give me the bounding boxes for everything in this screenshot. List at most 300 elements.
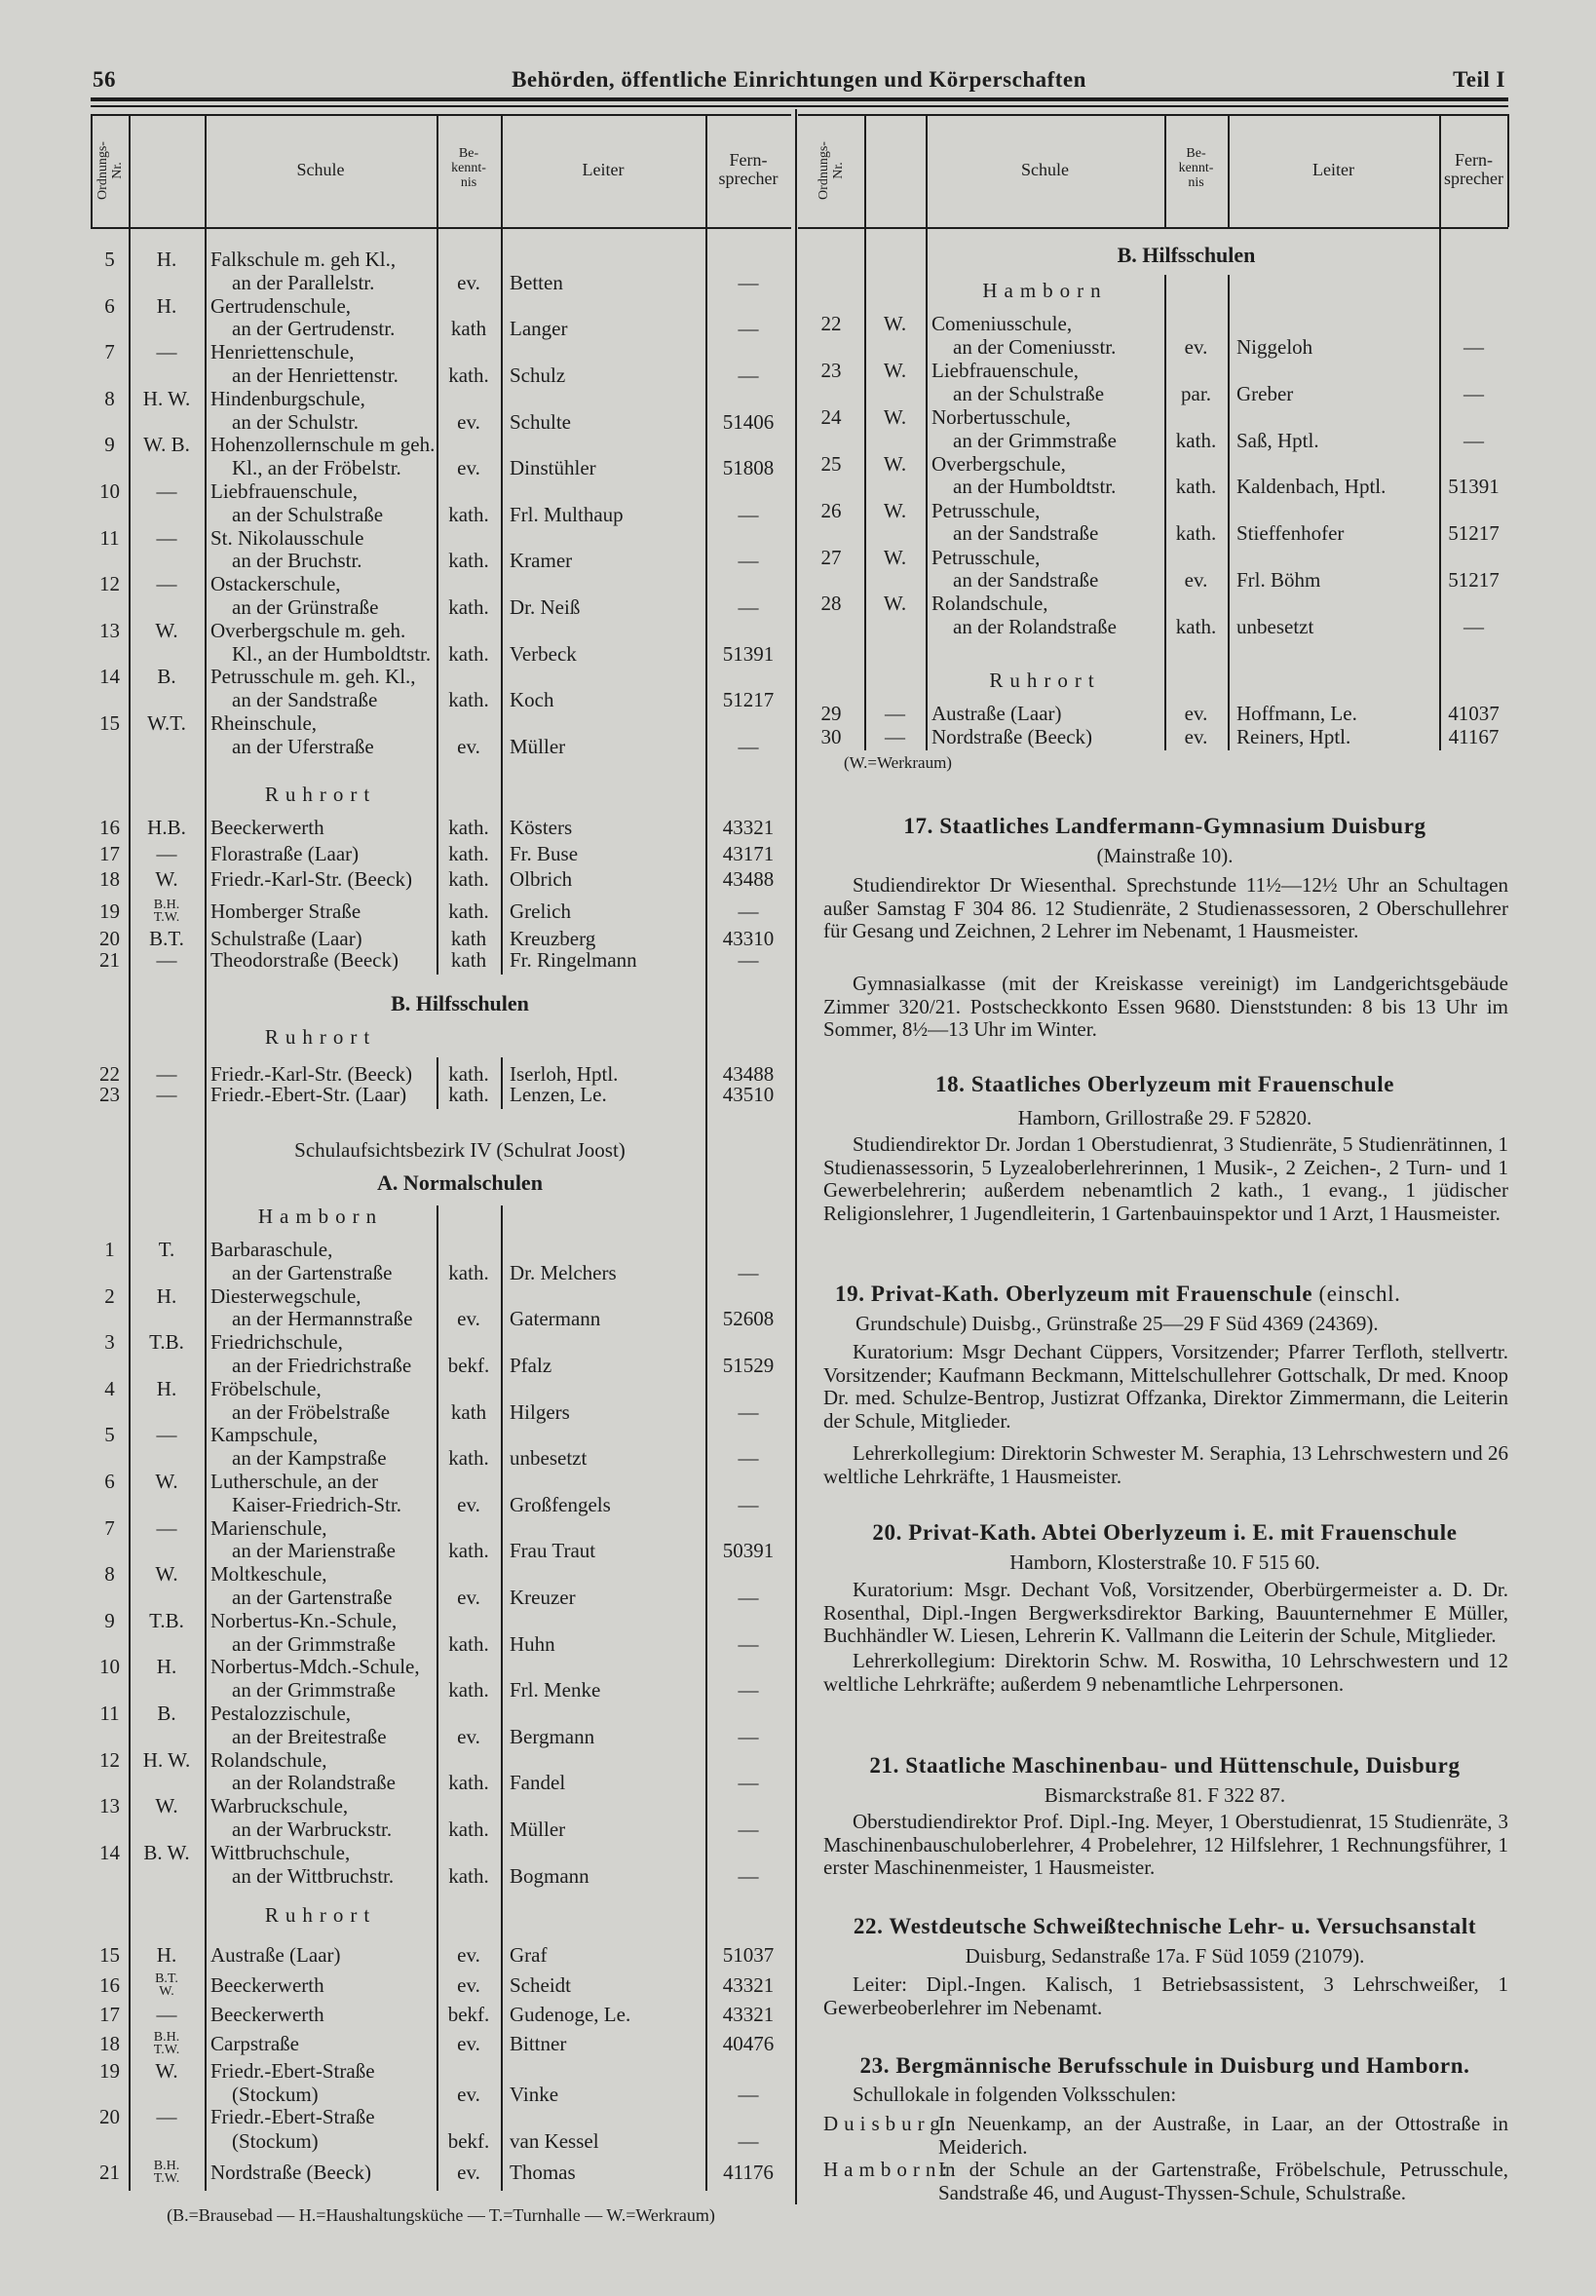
table-rule xyxy=(501,1205,503,2191)
district-note: Schulaufsichtsbezirk IV (Schulrat Joost) xyxy=(294,1138,626,1162)
facility-marks: — xyxy=(156,842,177,865)
facility-marks: W. xyxy=(155,1470,178,1493)
confession: kath. xyxy=(448,899,489,923)
school-name-line: Beeckerwerth xyxy=(210,1973,324,1997)
facility-marks: W. xyxy=(883,498,907,522)
school-name-line: an der Gartenstraße xyxy=(232,1585,393,1609)
header-fernsprecher: Fern- sprecher xyxy=(1444,150,1503,188)
school-name-line: Norbertus-Kn.-Schule, xyxy=(210,1608,398,1632)
telephone: 43488 xyxy=(722,1062,775,1086)
section-title: 22. Westdeutsche Schweißtechnische Lehr- u. Versuchsanstalt xyxy=(853,1914,1477,1938)
head-teacher: Olbrich xyxy=(510,867,573,891)
head-teacher: Betten xyxy=(510,270,563,294)
head-teacher: Huhn xyxy=(510,1631,555,1656)
head-teacher: Lenzen, Le. xyxy=(510,1083,607,1106)
facility-marks: W. B. xyxy=(143,433,190,457)
school-name-line: (Stockum) xyxy=(232,2083,319,2106)
confession: kath. xyxy=(448,816,489,839)
head-teacher: Bittner xyxy=(510,2032,567,2055)
table-rule xyxy=(91,114,93,227)
head-teacher: Grelich xyxy=(510,899,571,923)
head-teacher: Scheidt xyxy=(510,1973,571,1997)
telephone: — xyxy=(738,948,759,972)
header-rule-thin xyxy=(91,105,1508,107)
row-number: 10 xyxy=(99,479,120,503)
telephone: 43321 xyxy=(722,1973,775,1997)
facility-marks: T.B. xyxy=(149,1330,184,1355)
row-number: 12 xyxy=(99,1747,120,1772)
head-teacher: Dr. Neiß xyxy=(510,594,581,619)
head-teacher: Dinstühler xyxy=(510,456,596,480)
school-name-line: Henriettenschule, xyxy=(210,340,355,364)
table-rule xyxy=(437,114,438,975)
school-name-line: an der Sandstraße xyxy=(953,521,1099,546)
facility-marks: — xyxy=(156,948,177,972)
table-rule xyxy=(798,227,1508,229)
telephone: — xyxy=(738,2129,759,2153)
telephone: — xyxy=(738,2083,759,2106)
facility-marks: — xyxy=(156,1083,177,1106)
row-number: 22 xyxy=(820,312,842,335)
confession: kath. xyxy=(1175,521,1217,546)
telephone: — xyxy=(738,1724,759,1748)
row-number: 24 xyxy=(820,404,842,429)
confession: ev. xyxy=(457,1585,480,1609)
school-name-line: an der Humboldtstr. xyxy=(953,475,1117,499)
row-number: 27 xyxy=(820,545,842,569)
telephone: — xyxy=(738,502,759,526)
facility-marks: — xyxy=(156,2003,177,2026)
row-number: 6 xyxy=(104,293,115,318)
school-name-line: Beeckerwerth xyxy=(210,2003,324,2026)
head-teacher: Graf xyxy=(510,1943,548,1967)
school-name-line: Beeckerwerth xyxy=(210,816,324,839)
confession: kath. xyxy=(448,1863,489,1888)
row-number: 21 xyxy=(99,948,120,972)
facility-marks: B. W. xyxy=(143,1840,190,1864)
facility-marks: B. xyxy=(157,1702,176,1725)
row-number: 20 xyxy=(99,2105,120,2128)
school-name-line: Petrusschule m. geh. Kl., xyxy=(210,665,416,689)
school-name-line: Friedrichschule, xyxy=(210,1330,343,1355)
head-teacher: unbesetzt xyxy=(510,1446,588,1471)
telephone: 41176 xyxy=(723,2161,774,2184)
telephone: 41167 xyxy=(1448,725,1500,748)
telephone: — xyxy=(1463,381,1484,405)
telephone: 43171 xyxy=(722,842,775,865)
school-name-line: Kl., an der Fröbelstr. xyxy=(232,456,401,480)
school-name-line: Hindenburgschule, xyxy=(210,386,365,410)
row-number: 29 xyxy=(820,702,842,725)
school-name-line: an der Schulstr. xyxy=(232,409,360,434)
telephone: 51391 xyxy=(722,641,775,666)
header-ordnungs-nr: Ordnungs- Nr. xyxy=(817,141,846,200)
school-name-line: Theodorstraße (Beeck) xyxy=(210,948,399,972)
section-heading: B. Hilfsschulen xyxy=(391,991,529,1015)
header-bekenntnis: Be- kennt- nis xyxy=(451,146,486,190)
section-title: 18. Staatliches Oberlyzeum mit Frauenschule xyxy=(934,1072,1395,1096)
confession: ev. xyxy=(457,2083,480,2106)
head-teacher: Niggeloh xyxy=(1236,334,1313,359)
school-name-line: Carpstraße xyxy=(210,2032,299,2055)
section-intro: Schullokale in folgenden Volksschulen: xyxy=(853,2083,1177,2106)
head-teacher: Müller xyxy=(510,1817,566,1841)
telephone: 51406 xyxy=(722,409,775,434)
telephone: 50391 xyxy=(722,1539,775,1563)
head-teacher: Bergmann xyxy=(510,1724,595,1748)
facility-marks: — xyxy=(156,340,177,364)
facility-marks: — xyxy=(156,572,177,596)
table-rule xyxy=(91,227,791,229)
facility-marks: H. xyxy=(156,1655,177,1679)
facility-marks: — xyxy=(156,479,177,503)
telephone: — xyxy=(738,317,759,341)
district-heading: Hamborn xyxy=(982,279,1108,302)
head-teacher: Müller xyxy=(510,734,566,758)
table-rule xyxy=(501,1057,503,1109)
location-text-hamborn: In der Schule an der Gartenstraße, Fröbelschule, Petrusschule, Sandstraße 46, und August-Thyssen-Schule, Schulstraße. xyxy=(938,2158,1508,2204)
head-teacher: Fr. Ringelmann xyxy=(510,948,637,972)
telephone: — xyxy=(738,1260,759,1284)
confession: ev. xyxy=(1184,568,1208,593)
row-number: 13 xyxy=(99,1794,120,1818)
confession: ev. xyxy=(457,734,480,758)
head-teacher: Schulte xyxy=(510,409,571,434)
part-label: Teil I xyxy=(1453,67,1505,92)
telephone: — xyxy=(738,899,759,923)
confession: kath. xyxy=(448,502,489,526)
head-teacher: Frl. Multhaup xyxy=(510,502,624,526)
school-name-line: an der Grimmstraße xyxy=(232,1631,396,1656)
confession: ev. xyxy=(457,270,480,294)
confession: ev. xyxy=(457,1307,480,1331)
row-number: 12 xyxy=(99,572,120,596)
table-rule xyxy=(705,114,707,2191)
telephone: 43321 xyxy=(722,816,775,839)
confession: kath. xyxy=(448,1817,489,1841)
header-leiter: Leiter xyxy=(1312,160,1354,179)
section-title: 17. Staatliches Landfermann-Gymnasium Duisburg xyxy=(903,814,1426,838)
school-name-line: an der Parallelstr. xyxy=(232,270,375,294)
confession: kath. xyxy=(448,1771,489,1795)
section-heading: A. Normalschulen xyxy=(377,1170,543,1195)
school-name-line: Overbergschule m. geh. xyxy=(210,618,406,642)
telephone: — xyxy=(738,1863,759,1888)
row-number: 16 xyxy=(99,1973,120,1997)
row-number: 11 xyxy=(99,1702,120,1725)
table-rule xyxy=(1228,275,1230,750)
confession: kath. xyxy=(448,1678,489,1703)
confession: ev. xyxy=(457,1943,480,1967)
row-number: 25 xyxy=(820,451,842,476)
school-name-line: an der Grimmstraße xyxy=(232,1678,396,1703)
school-name-line: Norbertusschule, xyxy=(931,404,1071,429)
head-teacher: Thomas xyxy=(510,2161,576,2184)
confession: kath. xyxy=(448,594,489,619)
school-name-line: an der Wittbruchstr. xyxy=(232,1863,395,1888)
section-paragraph: Lehrerkollegium: Direktorin Schw. M. Roswitha, 10 Lehrschwestern und 12 weltliche Lehrkräfte; außerdem 9 nebenamtliche Lehrpersonen. xyxy=(823,1649,1508,1696)
school-name-line: Marienschule, xyxy=(210,1515,327,1540)
confession: kath. xyxy=(448,1083,489,1106)
row-number: 16 xyxy=(99,816,120,839)
school-name-line: an der Schulstraße xyxy=(232,502,384,526)
confession: kath. xyxy=(448,363,489,387)
telephone: 43510 xyxy=(722,1083,775,1106)
row-number: 23 xyxy=(99,1083,120,1106)
facility-marks: W. xyxy=(155,618,178,642)
confession: kath. xyxy=(1175,428,1217,452)
table-rule xyxy=(1228,114,1230,227)
table-rule xyxy=(205,114,207,2191)
location-text-duisburg: In Neuenkamp, an der Austraße, in Laar, an der Ottostraße in Meiderich. xyxy=(938,2112,1508,2159)
row-number: 8 xyxy=(104,1562,115,1587)
school-name-line: Rheinschule, xyxy=(210,711,318,735)
section-paragraph: Leiter: Dipl.-Ingen. Kalisch, 1 Betriebsassistent, 3 Lehrschweißer, 1 Gewerbeoberlehrer im Nebenamt. xyxy=(823,1972,1508,2019)
table-rule xyxy=(926,114,928,750)
head-teacher: Koch xyxy=(510,688,554,712)
confession: kath. xyxy=(448,1062,489,1086)
confession: kath xyxy=(450,317,487,341)
school-name-line: Friedr.-Karl-Str. (Beeck) xyxy=(210,1062,413,1086)
header-rule-thick xyxy=(91,97,1508,101)
district-heading: Ruhrort xyxy=(264,1025,377,1049)
head-teacher: Verbeck xyxy=(510,641,577,666)
confession: ev. xyxy=(457,2032,480,2055)
school-name-line: Overbergschule, xyxy=(931,451,1066,476)
row-number: 17 xyxy=(99,842,120,865)
telephone: 52608 xyxy=(722,1307,775,1331)
table-rule xyxy=(91,114,791,116)
row-number: 9 xyxy=(104,433,115,457)
confession: ev. xyxy=(1184,702,1208,725)
school-name-line: an der Henriettenstr. xyxy=(232,363,399,387)
confession: kath. xyxy=(448,549,489,573)
telephone: — xyxy=(1463,334,1484,359)
facility-marks: H. xyxy=(156,293,177,318)
telephone: — xyxy=(738,594,759,619)
row-number: 15 xyxy=(99,711,120,735)
section-address: (Mainstraße 10). xyxy=(1096,844,1234,867)
school-name-line: Fröbelschule, xyxy=(210,1376,322,1400)
confession: kath xyxy=(450,1399,487,1424)
row-number: 28 xyxy=(820,592,842,616)
right-table-footnote: (W.=Werkraum) xyxy=(844,753,952,772)
telephone: — xyxy=(738,1585,759,1609)
section-paragraph: Studiendirektor Dr Wiesenthal. Sprechstunde 11½—12½ Uhr an Schultagen außer Samstag F 304 86. 12 Studienräte, 2 Studienassessoren, 2 Oberschullehrer für Gesang und Zeichnen, 2 Lehrer im Nebenamt, 1 Hausmeister. xyxy=(823,873,1508,943)
school-name-line: an der Sandstraße xyxy=(232,688,378,712)
section-title: 20. Privat-Kath. Abtei Oberlyzeum i. E. mit Frauenschule xyxy=(872,1520,1458,1545)
section-paragraph: Studiendirektor Dr. Jordan 1 Oberstudienrat, 3 Studienräte, 5 Studienrätinnen, 1 Studienassessorin, 5 Lyzealoberlehrerinnen, 1 Musik-, 2 Zeichen-, 2 Turn- und 1 Gewerbelehrerin; außerdem nebenamtlich 2 kath., 1 evang., 1 jüdischer Religionslehrer, 1 Jugendleiterin, 1 Gartenbauinspektor und 1 Arzt, 1 Hausmeister. xyxy=(823,1132,1508,1226)
school-name-line: St. Nikolausschule xyxy=(210,525,364,550)
school-name-line: an der Grünstraße xyxy=(232,594,379,619)
head-teacher: van Kessel xyxy=(510,2129,599,2153)
section-paragraph: Kuratorium: Msgr. Dechant Voß, Vorsitzender, Oberbürgermeister a. D. Dr. Rosenthal, Dipl.-Ingen Bergwerksdirektor Barking, Bauunternehmer E Müller, Buchhändler W. Liesen, Lehrerin K. Vallmann die Leiterin der Schule, Mitglieder. xyxy=(823,1578,1508,1648)
confession: kath. xyxy=(448,867,489,891)
section-title: 23. Bergmännische Berufsschule in Duisburg und Hamborn. xyxy=(859,2053,1470,2078)
telephone: 51217 xyxy=(1448,568,1500,593)
district-heading: Ruhrort xyxy=(264,783,377,806)
school-name-line: an der Gartenstraße xyxy=(232,1260,393,1284)
facility-marks: W. xyxy=(155,2059,178,2083)
facility-marks: — xyxy=(156,525,177,550)
table-rule xyxy=(437,1205,438,2191)
confession: kath xyxy=(450,927,487,950)
facility-marks: — xyxy=(885,725,905,748)
table-rule xyxy=(437,1057,438,1109)
facility-marks: T. xyxy=(158,1238,175,1261)
telephone: — xyxy=(738,363,759,387)
left-table-footnote: (B.=Brausebad — H.=Haushaltungsküche — T.=Turnhalle — W.=Werkraum) xyxy=(167,2205,715,2225)
row-number: 21 xyxy=(99,2161,120,2184)
school-name-line: an der Marienstraße xyxy=(232,1539,396,1563)
school-name-line: Warbruckschule, xyxy=(210,1794,349,1818)
facility-marks: W. xyxy=(883,451,907,476)
head-teacher: Vinke xyxy=(510,2083,559,2106)
confession: bekf. xyxy=(447,2003,490,2026)
school-name-line: Kampschule, xyxy=(210,1423,319,1447)
header-schule: Schule xyxy=(1021,160,1069,179)
telephone: — xyxy=(1463,428,1484,452)
school-name-line: Florastraße (Laar) xyxy=(210,842,360,865)
school-name-line: Norbertus-Mdch.-Schule, xyxy=(210,1655,420,1679)
facility-marks: W. xyxy=(155,1562,178,1587)
facility-marks: B.T. W. xyxy=(155,1971,178,1999)
table-rule xyxy=(1164,114,1166,227)
facility-marks: H. W. xyxy=(142,1747,191,1772)
school-name-line: an der Kampstraße xyxy=(232,1446,387,1471)
confession: ev. xyxy=(457,1724,480,1748)
facility-marks: H. xyxy=(156,248,177,271)
facility-marks: B. xyxy=(157,665,176,689)
telephone: — xyxy=(738,549,759,573)
telephone: — xyxy=(738,1446,759,1471)
section-paragraph: Gymnasialkasse (mit der Kreiskasse vereinigt) im Landgerichtsgebäude Zimmer 320/21. Postscheckkonto Essen 9680. Dienststunden: 8 bis 13 Uhr im Sommer, 8½—13 Uhr im Winter. xyxy=(823,972,1508,1042)
row-number: 19 xyxy=(99,899,120,923)
school-name-line: Comeniusschule, xyxy=(931,312,1073,335)
school-name-line: an der Friedrichstraße xyxy=(232,1353,412,1377)
telephone: 51391 xyxy=(1448,475,1500,499)
confession: kath. xyxy=(448,1539,489,1563)
school-name-line: (Stockum) xyxy=(232,2129,319,2153)
row-number: 14 xyxy=(99,665,120,689)
header-bekenntnis: Be- kennt- nis xyxy=(1178,146,1214,190)
row-number: 13 xyxy=(99,618,120,642)
telephone: — xyxy=(1463,615,1484,639)
school-name-line: Kl., an der Humboldtstr. xyxy=(232,641,432,666)
facility-marks: W. xyxy=(883,592,907,616)
column-divider xyxy=(795,109,797,2204)
school-name-line: Friedr.-Ebert-Str. (Laar) xyxy=(210,1083,407,1106)
table-rule xyxy=(501,114,503,975)
confession: par. xyxy=(1181,381,1211,405)
row-number: 3 xyxy=(104,1330,115,1355)
telephone: — xyxy=(738,1631,759,1656)
confession: kath. xyxy=(448,1260,489,1284)
school-name-line: Diesterwegschule, xyxy=(210,1283,361,1308)
location-label-hamborn: Hamborn: xyxy=(823,2158,954,2181)
section-address: Bismarckstraße 81. F 322 87. xyxy=(1044,1783,1286,1807)
school-name-line: Friedr.-Ebert-Straße xyxy=(210,2105,375,2128)
row-number: 9 xyxy=(104,1608,115,1632)
facility-marks: W. xyxy=(155,867,178,891)
telephone: 43310 xyxy=(722,927,775,950)
row-number: 4 xyxy=(104,1376,115,1400)
school-name-line: Kaiser-Friedrich-Str. xyxy=(232,1492,401,1516)
head-teacher: Hilgers xyxy=(510,1399,570,1424)
running-title: Behörden, öffentliche Einrichtungen und Körperschaften xyxy=(512,67,1086,92)
head-teacher: Bogmann xyxy=(510,1863,589,1888)
school-name-line: an der Comeniusstr. xyxy=(953,334,1117,359)
table-rule xyxy=(1439,114,1441,750)
facility-marks: — xyxy=(156,1423,177,1447)
school-name-line: Gertrudenschule, xyxy=(210,293,352,318)
section-paragraph: Oberstudiendirektor Prof. Dipl.-Ing. Meyer, 1 Oberstudienrat, 15 Studienräte, 3 Maschinenbauschuloberlehrer, 4 Probelehrer, 12 Hilfslehrer, 1 Rechnungsführer, 1 erster Maschinenmeister, 1 Hausmeister. xyxy=(823,1810,1508,1880)
table-rule xyxy=(1507,114,1509,227)
row-number: 11 xyxy=(99,525,120,550)
facility-marks: W. xyxy=(883,404,907,429)
facility-marks: T.B. xyxy=(149,1608,184,1632)
header-fernsprecher: Fern- sprecher xyxy=(718,150,779,188)
confession: ev. xyxy=(1184,334,1208,359)
confession: kath. xyxy=(448,688,489,712)
head-teacher: Saß, Hptl. xyxy=(1236,428,1319,452)
school-name-line: Austraße (Laar) xyxy=(931,702,1062,725)
school-name-line: an der Bruchstr. xyxy=(232,549,362,573)
head-teacher: Dr. Melchers xyxy=(510,1260,617,1284)
facility-marks: H. W. xyxy=(142,386,191,410)
telephone: — xyxy=(738,1678,759,1703)
school-name-line: an der Gertrudenstr. xyxy=(232,317,396,341)
head-teacher: Frau Traut xyxy=(510,1539,596,1563)
head-teacher: Iserloh, Hptl. xyxy=(510,1062,619,1086)
school-name-line: Petrusschule, xyxy=(931,498,1041,522)
confession: kath. xyxy=(448,641,489,666)
facility-marks: W. xyxy=(883,545,907,569)
school-name-line: Schulstraße (Laar) xyxy=(210,927,362,950)
head-teacher: Greber xyxy=(1236,381,1294,405)
section-paragraph: Lehrerkollegium: Direktorin Schwester M. Seraphia, 13 Lehrschwestern und 26 weltliche Lehrkräfte, 1 Hausmeister. xyxy=(823,1441,1508,1488)
row-number: 26 xyxy=(820,498,842,522)
head-teacher: Fr. Buse xyxy=(510,842,579,865)
section-address: Hamborn, Klosterstraße 10. F 515 60. xyxy=(1009,1550,1320,1574)
school-name-line: Homberger Straße xyxy=(210,899,361,923)
telephone: — xyxy=(738,1492,759,1516)
school-name-line: an der Uferstraße xyxy=(232,734,374,758)
facility-marks: H. xyxy=(156,1283,177,1308)
header-leiter: Leiter xyxy=(582,160,625,179)
school-name-line: Wittbruchschule, xyxy=(210,1840,351,1864)
head-teacher: Gatermann xyxy=(510,1307,601,1331)
school-name-line: Lutherschule, an der xyxy=(210,1470,379,1493)
table-rule xyxy=(1164,275,1166,750)
confession: kath. xyxy=(448,1631,489,1656)
row-number: 14 xyxy=(99,1840,120,1864)
section-title: 21. Staatliche Maschinenbau- und Hüttenschule, Duisburg xyxy=(869,1753,1461,1778)
head-teacher: Pfalz xyxy=(510,1353,552,1377)
school-name-line: Falkschule m. geh Kl., xyxy=(210,248,397,271)
telephone: — xyxy=(738,734,759,758)
head-teacher: Großfengels xyxy=(510,1492,611,1516)
district-heading: Hamborn xyxy=(257,1205,384,1228)
telephone: 43488 xyxy=(722,867,775,891)
confession: ev. xyxy=(457,1973,480,1997)
school-name-line: an der Grimmstraße xyxy=(953,428,1117,452)
facility-marks: B.H. T.W. xyxy=(153,2159,180,2186)
row-number: 5 xyxy=(104,248,115,271)
row-number: 19 xyxy=(99,2059,120,2083)
header-ordnungs-nr: Ordnungs- Nr. xyxy=(95,141,125,200)
school-name-line: an der Warbruckstr. xyxy=(232,1817,393,1841)
